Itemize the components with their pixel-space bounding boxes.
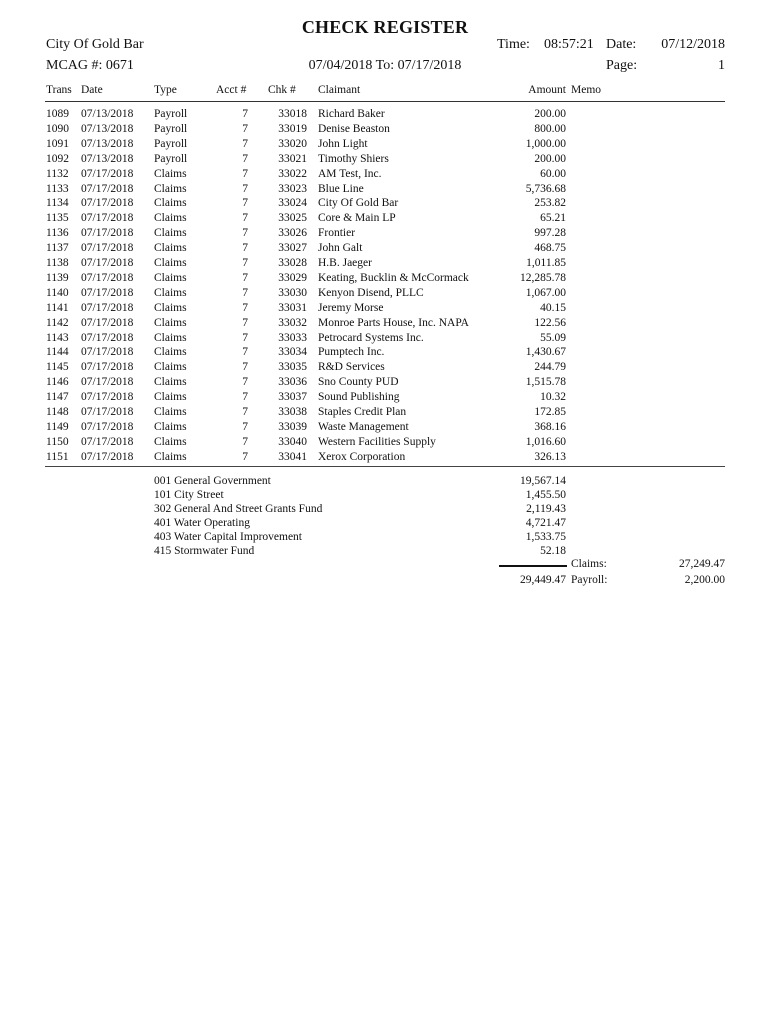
fund-name: 302 General And Street Grants Fund [154, 503, 323, 515]
amount-cell: 200.00 [534, 108, 566, 120]
amount-cell: 1,430.67 [525, 346, 566, 359]
section-divider [45, 466, 153, 467]
trans-cell: 1092 [46, 152, 69, 165]
claims-label: Claims: [571, 558, 607, 570]
acct-cell: 7 [242, 420, 248, 433]
date-label: Date: [606, 37, 637, 52]
claimant-cell: Western Facilities Supply [318, 435, 436, 448]
trans-cell: 1135 [46, 212, 69, 225]
col-type-header: Type [154, 84, 177, 96]
date-cell: 07/17/2018 [81, 361, 134, 374]
col-date-header: Date [81, 84, 103, 96]
grand-total: 29,449.47 [520, 574, 566, 586]
acct-cell: 7 [242, 197, 248, 210]
check-number-cell: 33019 [278, 122, 307, 135]
table-row [0, 257, 770, 272]
date-cell: 07/17/2018 [81, 227, 134, 240]
date-cell: 07/13/2018 [81, 108, 134, 120]
fund-amount: 19,567.14 [520, 475, 566, 487]
acct-cell: 7 [242, 435, 248, 448]
amount-cell: 1,016.60 [525, 435, 566, 448]
amount-cell: 122.56 [534, 316, 566, 329]
amount-cell: 1,067.00 [525, 286, 566, 299]
type-cell: Claims [154, 316, 187, 329]
date-cell: 07/17/2018 [81, 346, 134, 359]
acct-cell: 7 [242, 301, 248, 314]
trans-cell: 1134 [46, 197, 69, 210]
type-cell: Payroll [154, 152, 188, 165]
date-cell: 07/17/2018 [81, 212, 134, 225]
check-number-cell: 33024 [278, 197, 307, 210]
date-cell: 07/17/2018 [81, 197, 134, 210]
table-row [0, 272, 770, 287]
type-cell: Claims [154, 301, 187, 314]
table-row [0, 346, 770, 361]
fund-amount: 2,119.43 [526, 503, 566, 515]
trans-cell: 1144 [46, 346, 69, 359]
page-number: 1 [718, 58, 725, 73]
date-cell: 07/17/2018 [81, 435, 134, 448]
acct-cell: 7 [242, 450, 248, 463]
table-row [0, 242, 770, 257]
acct-cell: 7 [242, 406, 248, 418]
table-row [0, 212, 770, 227]
table-row [0, 376, 770, 391]
date-cell: 07/17/2018 [81, 406, 134, 418]
check-number-cell: 33034 [278, 346, 307, 359]
fund-name: 101 City Street [154, 489, 224, 501]
claimant-cell: Xerox Corporation [318, 450, 406, 463]
type-cell: Claims [154, 257, 187, 269]
check-number-cell: 33041 [278, 450, 307, 463]
acct-cell: 7 [242, 212, 248, 225]
date-cell: 07/17/2018 [81, 301, 134, 314]
type-cell: Claims [154, 331, 187, 344]
col-trans-header: Trans [46, 84, 72, 96]
table-row [0, 227, 770, 242]
claimant-cell: Frontier [318, 227, 356, 240]
total-rule [499, 565, 567, 567]
trans-cell: 1145 [46, 361, 69, 374]
time-label: Time: [497, 37, 530, 52]
claims-total: 27,249.47 [679, 558, 725, 570]
claimant-cell: Richard Baker [318, 108, 385, 120]
fund-row [0, 503, 770, 517]
amount-cell: 55.09 [540, 331, 566, 344]
date-cell: 07/17/2018 [81, 167, 134, 180]
check-number-cell: 33027 [278, 242, 307, 255]
trans-cell: 1132 [46, 167, 69, 180]
acct-cell: 7 [242, 346, 248, 359]
type-cell: Payroll [154, 122, 188, 135]
time-value: 08:57:21 [544, 37, 594, 52]
amount-cell: 172.85 [534, 406, 566, 418]
amount-cell: 800.00 [534, 122, 566, 135]
fund-row [0, 545, 770, 559]
amount-cell: 997.28 [534, 227, 566, 240]
amount-cell: 60.00 [540, 167, 566, 180]
col-acct-header: Acct # [216, 84, 247, 96]
trans-cell: 1140 [46, 286, 69, 299]
type-cell: Payroll [154, 108, 188, 120]
type-cell: Claims [154, 242, 187, 255]
claimant-cell: Keating, Bucklin & McCormack [318, 271, 469, 284]
table-row [0, 138, 770, 153]
table-row [0, 436, 770, 451]
amount-cell: 40.15 [540, 301, 566, 314]
type-cell: Claims [154, 420, 187, 433]
check-number-cell: 33035 [278, 361, 307, 374]
claimant-cell: Sound Publishing [318, 391, 400, 404]
fund-amount: 52.18 [540, 545, 566, 557]
trans-cell: 1150 [46, 435, 69, 448]
fund-amount: 4,721.47 [525, 517, 566, 529]
table-row [0, 406, 770, 421]
date-cell: 07/17/2018 [81, 450, 134, 463]
acct-cell: 7 [242, 108, 248, 120]
check-number-cell: 33020 [278, 137, 307, 150]
date-cell: 07/17/2018 [81, 376, 134, 389]
acct-cell: 7 [242, 242, 248, 255]
col-claimant-header: Claimant [318, 84, 361, 96]
table-row [0, 391, 770, 406]
page-label: Page: [606, 58, 638, 73]
date-cell: 07/17/2018 [81, 286, 134, 299]
claimant-cell: Sno County PUD [318, 376, 399, 389]
table-row [0, 421, 770, 436]
amount-cell: 65.21 [540, 212, 566, 225]
claimant-cell: Timothy Shiers [318, 152, 389, 165]
type-cell: Claims [154, 227, 187, 240]
header-rule [45, 101, 725, 102]
amount-cell: 1,011.85 [526, 257, 566, 269]
payroll-label: Payroll: [571, 574, 608, 586]
table-row [0, 197, 770, 212]
claimant-cell: Denise Beaston [318, 122, 390, 135]
date-cell: 07/17/2018 [81, 242, 134, 255]
trans-cell: 1089 [46, 108, 69, 120]
check-number-cell: 33025 [278, 212, 307, 225]
type-cell: Claims [154, 450, 187, 463]
claimant-cell: Waste Management [318, 420, 409, 433]
fund-amount: 1,533.75 [525, 531, 566, 543]
table-row [0, 332, 770, 347]
check-number-cell: 33037 [278, 391, 307, 404]
type-cell: Claims [154, 212, 187, 225]
acct-cell: 7 [242, 257, 248, 269]
type-cell: Claims [154, 435, 187, 448]
date-cell: 07/17/2018 [81, 391, 134, 404]
claimant-cell: Petrocard Systems Inc. [318, 331, 424, 344]
acct-cell: 7 [242, 122, 248, 135]
claimant-cell: Jeremy Morse [318, 301, 384, 314]
type-cell: Claims [154, 167, 187, 180]
acct-cell: 7 [242, 227, 248, 240]
claimant-cell: John Galt [318, 242, 363, 255]
table-row [0, 287, 770, 302]
amount-cell: 5,736.68 [525, 182, 566, 195]
date-cell: 07/13/2018 [81, 122, 134, 135]
type-cell: Claims [154, 361, 187, 374]
fund-name: 001 General Government [154, 475, 271, 487]
check-number-cell: 33038 [278, 406, 307, 418]
fund-row [0, 517, 770, 531]
amount-cell: 253.82 [534, 197, 566, 210]
claimant-cell: City Of Gold Bar [318, 197, 399, 210]
acct-cell: 7 [242, 376, 248, 389]
acct-cell: 7 [242, 286, 248, 299]
amount-cell: 200.00 [534, 152, 566, 165]
table-row [0, 183, 770, 198]
type-cell: Claims [154, 271, 187, 284]
claimant-cell: Core & Main LP [318, 212, 396, 225]
col-amount-header: Amount [528, 84, 566, 96]
claimant-cell: Pumptech Inc. [318, 346, 385, 359]
amount-cell: 368.16 [534, 420, 566, 433]
date-cell: 07/17/2018 [81, 420, 134, 433]
report-title: CHECK REGISTER [301, 17, 469, 37]
trans-cell: 1090 [46, 122, 69, 135]
acct-cell: 7 [242, 391, 248, 404]
fund-name: 403 Water Capital Improvement [154, 531, 303, 543]
acct-cell: 7 [242, 271, 248, 284]
claimant-cell: Kenyon Disend, PLLC [318, 286, 424, 299]
trans-cell: 1136 [46, 227, 69, 240]
amount-cell: 326.13 [534, 450, 566, 463]
check-number-cell: 33026 [278, 227, 307, 240]
claimant-cell: H.B. Jaeger [318, 257, 372, 269]
fund-amount: 1,455.50 [525, 489, 566, 501]
check-number-cell: 33033 [278, 331, 307, 344]
date-cell: 07/17/2018 [81, 257, 134, 269]
type-cell: Claims [154, 197, 187, 210]
mcag-number: MCAG #: 0671 [46, 58, 134, 73]
trans-cell: 1148 [46, 406, 69, 418]
check-number-cell: 33030 [278, 286, 307, 299]
claimant-cell: John Light [318, 137, 368, 150]
trans-cell: 1142 [46, 316, 69, 329]
payroll-total: 2,200.00 [684, 574, 725, 586]
claimant-cell: Blue Line [318, 182, 364, 195]
date-cell: 07/17/2018 [81, 331, 134, 344]
type-cell: Claims [154, 391, 187, 404]
claimant-cell: AM Test, Inc. [318, 167, 382, 180]
acct-cell: 7 [242, 331, 248, 344]
type-cell: Claims [154, 346, 187, 359]
fund-name: 401 Water Operating [154, 517, 250, 529]
amount-cell: 1,000.00 [525, 137, 566, 150]
col-chk-header: Chk # [268, 84, 296, 96]
table-row [0, 123, 770, 138]
fund-row [0, 531, 770, 545]
trans-cell: 1143 [46, 331, 69, 344]
trans-cell: 1147 [46, 391, 69, 404]
table-row [0, 317, 770, 332]
trans-cell: 1091 [46, 137, 69, 150]
type-cell: Claims [154, 376, 187, 389]
date-cell: 07/17/2018 [81, 271, 134, 284]
claimant-cell: Staples Credit Plan [318, 406, 407, 418]
report-period: 07/04/2018 To: 07/17/2018 [308, 58, 462, 73]
check-number-cell: 33036 [278, 376, 307, 389]
trans-cell: 1137 [46, 242, 69, 255]
check-number-cell: 33040 [278, 435, 307, 448]
type-cell: Claims [154, 406, 187, 418]
table-row [0, 153, 770, 168]
claimant-cell: Monroe Parts House, Inc. NAPA [318, 316, 469, 329]
trans-cell: 1151 [46, 450, 69, 463]
acct-cell: 7 [242, 316, 248, 329]
type-cell: Claims [154, 286, 187, 299]
fund-name: 415 Stormwater Fund [154, 545, 255, 557]
trans-cell: 1138 [46, 257, 69, 269]
table-row [0, 361, 770, 376]
amount-cell: 468.75 [534, 242, 566, 255]
check-number-cell: 33022 [278, 167, 307, 180]
date-cell: 07/17/2018 [81, 182, 134, 195]
acct-cell: 7 [242, 182, 248, 195]
check-number-cell: 33031 [278, 301, 307, 314]
check-number-cell: 33029 [278, 271, 307, 284]
check-number-cell: 33032 [278, 316, 307, 329]
amount-cell: 244.79 [534, 361, 566, 374]
fund-row [0, 489, 770, 503]
entity-name: City Of Gold Bar [46, 37, 144, 52]
check-number-cell: 33023 [278, 182, 307, 195]
trans-cell: 1139 [46, 271, 69, 284]
type-cell: Payroll [154, 137, 188, 150]
date-cell: 07/13/2018 [81, 152, 134, 165]
acct-cell: 7 [242, 167, 248, 180]
amount-cell: 1,515.78 [525, 376, 566, 389]
amount-cell: 10.32 [540, 391, 566, 404]
trans-cell: 1149 [46, 420, 69, 433]
table-row [0, 168, 770, 183]
check-number-cell: 33021 [278, 152, 307, 165]
table-row [0, 108, 770, 123]
section-divider [153, 466, 725, 467]
type-cell: Claims [154, 182, 187, 195]
date-cell: 07/13/2018 [81, 137, 134, 150]
claimant-cell: R&D Services [318, 361, 385, 374]
check-number-cell: 33018 [278, 108, 307, 120]
col-memo-header: Memo [571, 84, 602, 96]
amount-cell: 12,285.78 [520, 271, 566, 284]
acct-cell: 7 [242, 152, 248, 165]
trans-cell: 1146 [46, 376, 69, 389]
acct-cell: 7 [242, 137, 248, 150]
trans-cell: 1133 [46, 182, 69, 195]
table-row [0, 451, 770, 466]
date-value: 07/12/2018 [661, 37, 725, 52]
check-number-cell: 33039 [278, 420, 307, 433]
table-row [0, 302, 770, 317]
check-number-cell: 33028 [278, 257, 307, 269]
acct-cell: 7 [242, 361, 248, 374]
trans-cell: 1141 [46, 301, 69, 314]
date-cell: 07/17/2018 [81, 316, 134, 329]
fund-row [0, 475, 770, 489]
